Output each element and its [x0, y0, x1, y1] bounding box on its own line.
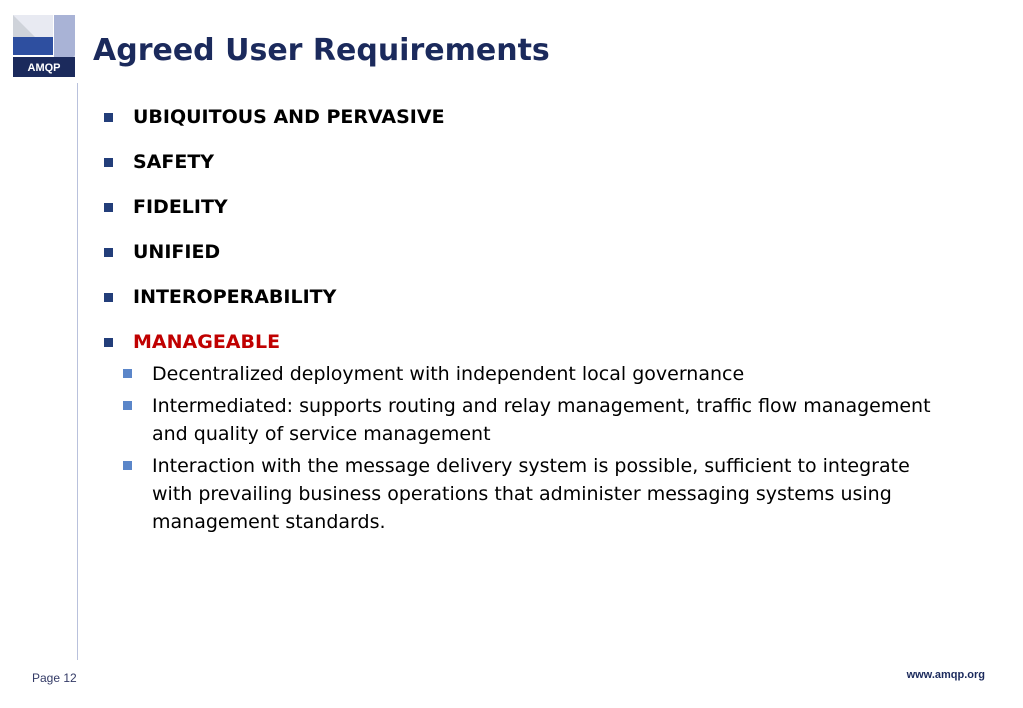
bullet-text: SAFETY: [133, 151, 215, 173]
bullet-item-highlighted: [101, 329, 931, 355]
square-bullet-icon: [104, 293, 113, 302]
square-sub-bullet-icon: [123, 461, 132, 470]
vertical-divider: [77, 83, 78, 660]
bullet-text: UNIFIED: [133, 241, 221, 263]
sub-bullet-text: Interaction with the message delivery system is possible, sufficient to integrate with prevailing business operations that administer messaging systems using management standards.: [152, 455, 910, 533]
square-bullet-icon: [104, 158, 113, 167]
sub-bullet-text: Intermediated: supports routing and relay management, traffic flow management and quality of service management: [152, 395, 931, 445]
page-number: Page 12: [32, 671, 77, 685]
square-sub-bullet-icon: [123, 369, 132, 378]
footer-url: www.amqp.org: [906, 669, 985, 681]
bullet-item: [101, 104, 931, 130]
sub-bullet-item: [101, 452, 932, 536]
sub-bullet-item: [101, 360, 932, 388]
square-bullet-icon: [104, 338, 113, 347]
bullet-text: INTEROPERABILITY: [133, 286, 337, 308]
bullet-list: [101, 104, 931, 540]
bullet-text: UBIQUITOUS AND PERVASIVE: [133, 106, 445, 128]
bullet-item: [101, 239, 931, 265]
square-bullet-icon: [104, 248, 113, 257]
amqp-logo-graphic: [13, 15, 75, 77]
bullet-text: MANAGEABLE: [133, 331, 281, 353]
slide-title: Agreed User Requirements: [93, 33, 550, 68]
bullet-item: [101, 194, 931, 220]
bullet-item: [101, 149, 931, 175]
logo-text: AMQP: [27, 62, 61, 74]
square-bullet-icon: [104, 113, 113, 122]
sub-bullet-item: [101, 392, 932, 448]
sub-bullet-text: Decentralized deployment with independent local governance: [152, 363, 745, 385]
square-bullet-icon: [104, 203, 113, 212]
bullet-text: FIDELITY: [133, 196, 228, 218]
bullet-item: [101, 284, 931, 310]
amqp-logo: [13, 15, 75, 77]
square-sub-bullet-icon: [123, 401, 132, 410]
